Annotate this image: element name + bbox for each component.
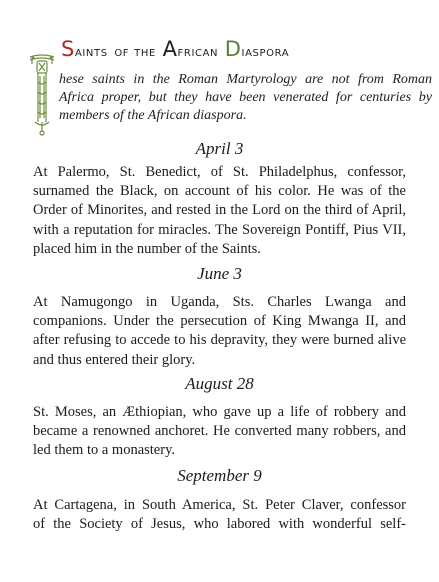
entry-line: At Palermo, St. Benedict, of St. Philadelphus, confessor, xyxy=(33,164,406,180)
date-heading-september-9: September 9 xyxy=(177,466,262,485)
title-word-saints: aints xyxy=(74,44,108,60)
title-initial-d: D xyxy=(224,37,242,61)
title-word-of-the: of the xyxy=(114,44,156,60)
entry-paragraph-june-3 xyxy=(33,293,406,370)
title-initial-a: A xyxy=(162,37,178,61)
page-title xyxy=(61,38,431,63)
entry-line: At Cartagena, in South America, St. Peter Claver, confessor xyxy=(33,497,406,513)
intro-line: Africa proper, but they have been venerated for centuries by xyxy=(59,90,432,105)
title-word-diaspora: iaspora xyxy=(241,44,290,60)
entry-line: companions. Under the persecution of King Mwanga II, and xyxy=(33,313,406,330)
date-heading-april-3: April 3 xyxy=(195,139,244,158)
intro-line: hese saints in the Roman Martyrology are not from Roman xyxy=(59,72,432,87)
title-word-african: frican xyxy=(177,44,219,60)
entry-line: led them to a monastery. xyxy=(33,442,176,459)
decorative-initial-t xyxy=(27,52,57,136)
entry-line: and thus entered their glory. xyxy=(33,351,196,368)
entry-line: At Namugongo in Uganda, Sts. Charles Lwanga and xyxy=(33,294,406,310)
date-heading-august-28: August 28 xyxy=(185,374,254,393)
entry-line: St. Moses, an Æthiopian, who gave up a life of robbery and xyxy=(33,404,406,420)
entry-line: with a reputation for miracles. The Sovereign Pontiff, Pius VII, xyxy=(33,221,406,238)
intro-line: members of the African diaspora. xyxy=(59,108,247,123)
entry-line: surnamed the Black, on account of his color. He was of the xyxy=(33,183,406,200)
entry-line: after refusing to accede to his depravity, they were burned alive xyxy=(33,332,406,349)
entry-paragraph-september-9 xyxy=(33,496,406,534)
date-heading-june-3: June 3 xyxy=(197,264,242,283)
entry-line: placed him in the number of the Saints. xyxy=(33,240,261,257)
entry-paragraph-april-3 xyxy=(33,163,406,259)
title-initial-s: S xyxy=(61,37,75,61)
entry-line: Order of Minorites, and rested in the Lord on the third of April, xyxy=(33,202,406,219)
intro-paragraph xyxy=(59,71,432,125)
entry-line: of the Society of Jesus, who labored with wonderful self- xyxy=(33,516,406,533)
entry-paragraph-august-28 xyxy=(33,403,406,461)
entry-line: became a renowned anchoret. He converted many robbers, and xyxy=(33,423,406,440)
